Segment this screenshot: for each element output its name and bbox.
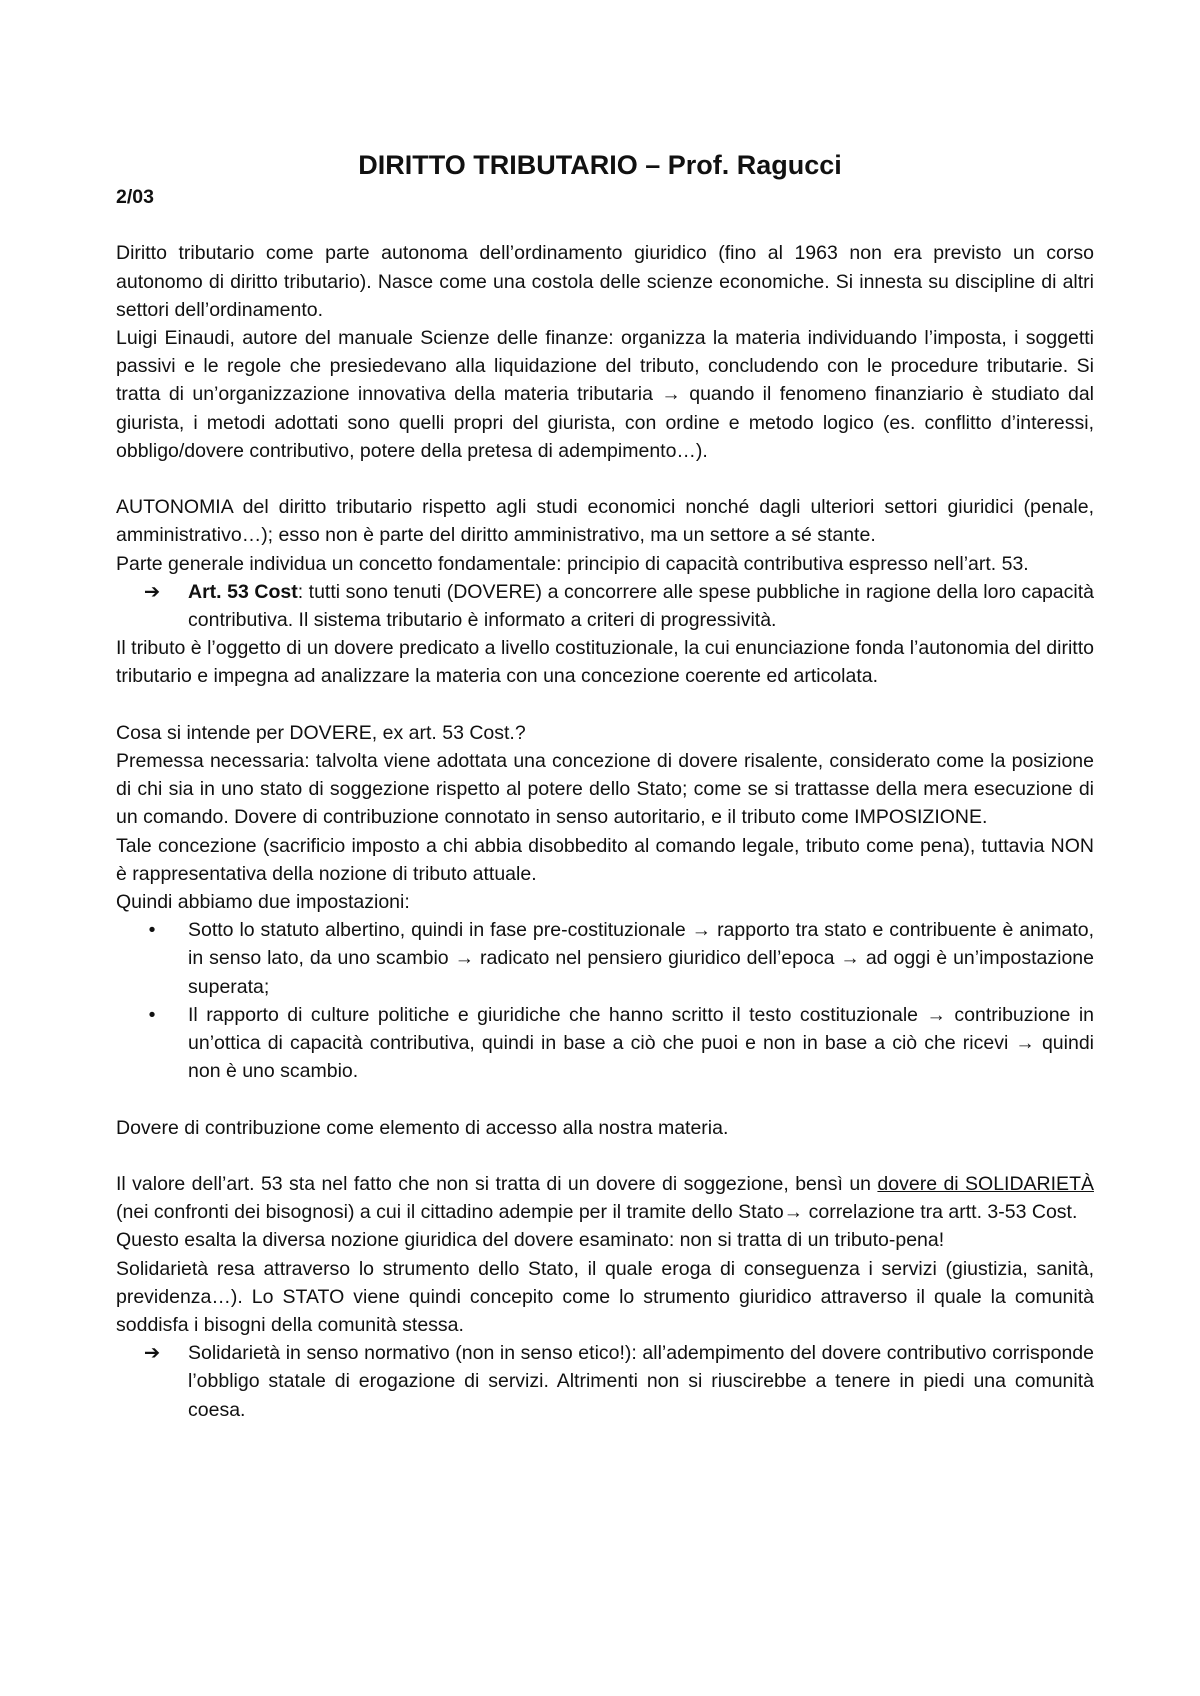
bullet-item <box>116 916 1094 1001</box>
spacer <box>116 465 1094 493</box>
paragraph-valore <box>116 1170 1094 1226</box>
valore-underlined: dovere di SOLIDARIETÀ <box>877 1173 1094 1196</box>
paragraph-premessa: Premessa necessaria: talvolta viene adottata una concezione di dovere risalente, considerato come la posizione di chi sia in uno stato di soggezione rispetto al potere dello Stato; come se si trattasse della mera esecuzione di un comando. Dovere di contribuzione connotato in senso autoritario, e il tributo come IMPOSIZIONE. <box>116 750 1094 829</box>
art53-item <box>116 578 1094 634</box>
solidarieta-item <box>116 1339 1094 1424</box>
valore-before: Il valore dell’art. 53 sta nel fatto che non si tratta di un dovere di soggezione, bensì un <box>116 1173 878 1196</box>
art53-text <box>188 578 1094 634</box>
paragraph-parte-generale: Parte generale individua un concetto fondamentale: principio di capacità contributiva espresso nell’art. 53. <box>116 552 1029 575</box>
valore-after: (nei confronti dei bisognosi) a cui il cittadino adempie per il tramite dello Stato→ correlazione tra artt. 3-53 Cost. <box>116 1201 1078 1224</box>
paragraph-question: Cosa si intende per DOVERE, ex art. 53 Cost.? <box>116 721 526 744</box>
paragraph-concezione: Tale concezione (sacrificio imposto a chi abbia disobbedito al comando legale, tributo come pena), tuttavia NON è rappresentativa della nozione di tributo attuale. <box>116 834 1094 885</box>
paragraph-accesso: Dovere di contribuzione come elemento di accesso alla nostra materia. <box>116 1116 729 1139</box>
solidarieta-text: Solidarietà in senso normativo (non in senso etico!): all’adempimento del dovere contributivo corrisponde l’obbligo statale di erogazione di servizi. Altrimenti non si riuscirebbe a tenere in piedi una comunità coesa. <box>188 1342 1094 1421</box>
spacer <box>116 1085 1094 1113</box>
paragraph-solidarieta-stato: Solidarietà resa attraverso lo strumento dello Stato, il quale eroga di conseguenza i servizi (giustizia, sanità, previdenza…). Lo STATO viene quindi concepito come lo strumento giuridico attraverso il quale la comunità soddisfa i bisogni della comunità stessa. <box>116 1257 1094 1337</box>
arrow-icon: ➔ <box>143 1342 161 1365</box>
document-body <box>116 183 1094 1424</box>
paragraph-intro: Diritto tributario come parte autonoma dell’ordinamento giuridico (fino al 1963 non era previsto un corso autonomo di diritto tributario). Nasce come una costola delle scienze economiche. Si innesta su discipline di altri settori dell’ordinamento. <box>116 242 1094 321</box>
arrow-icon: ➔ <box>143 580 161 603</box>
lesson-date: 2/03 <box>116 186 154 208</box>
paragraph-esalta: Questo esalta la diversa nozione giuridica del dovere esaminato: non si tratta di un tributo-pena! <box>116 1229 945 1252</box>
bullet-text: Sotto lo statuto albertino, quindi in fase pre-costituzionale → rapporto tra stato e contribuente è animato, in senso lato, da uno scambio → radicato nel pensiero giuridico dell’epoca → ad oggi è un’impostazione superata; <box>188 919 1094 998</box>
spacer <box>116 211 1094 239</box>
document-title: DIRITTO TRIBUTARIO – Prof. Ragucci <box>358 150 842 180</box>
art53-body: : tutti sono tenuti (DOVERE) a concorrere alle spese pubbliche in ragione della loro capacità contributiva. Il sistema tributario è informato a criteri di progressività. <box>188 580 1094 632</box>
paragraph-einaudi: Luigi Einaudi, autore del manuale Scienze delle finanze: organizza la materia individuando l’imposta, i soggetti passivi e le regole che presiedevano alla liquidazione del tributo, concludendo con le procedure tributarie. Si tratta di un’organizzazione innovativa della materia tributaria → quando il fenomeno finanziario è studiato dal giurista, i metodi adottati sono quelli propri del giurista, con ordine e metodo logico (es. conflitto d’interessi, obbligo/dovere contributivo, potere della pretesa di adempimento…). <box>116 327 1094 462</box>
bullet-icon: • <box>148 1003 156 1026</box>
bullet-text: Il rapporto di culture politiche e giuridiche che hanno scritto il testo costituzionale → contribuzione in un’ottica di capacità contributiva, quindi in base a ciò che puoi e non in base a ciò che ricevi → quindi non è uno scambio. <box>188 1003 1094 1083</box>
art53-label: Art. 53 Cost <box>188 580 298 603</box>
paragraph-autonomia: AUTONOMIA del diritto tributario rispetto agli studi economici nonché dagli ulteriori settori giuridici (penale, amministrativo…); esso non è parte del diritto amministrativo, ma un settore a sé stante. <box>116 496 1094 547</box>
spacer <box>116 1142 1094 1170</box>
bullet-icon: • <box>148 919 156 942</box>
paragraph-tributo: Il tributo è l’oggetto di un dovere predicato a livello costituzionale, la cui enunciazione fonda l’autonomia del diritto tributario e impegna ad analizzare la materia con una concezione coerente ed articolata. <box>116 637 1094 688</box>
bullet-item <box>116 1001 1094 1086</box>
spacer <box>116 691 1094 719</box>
paragraph-impostazioni: Quindi abbiamo due impostazioni: <box>116 891 410 914</box>
